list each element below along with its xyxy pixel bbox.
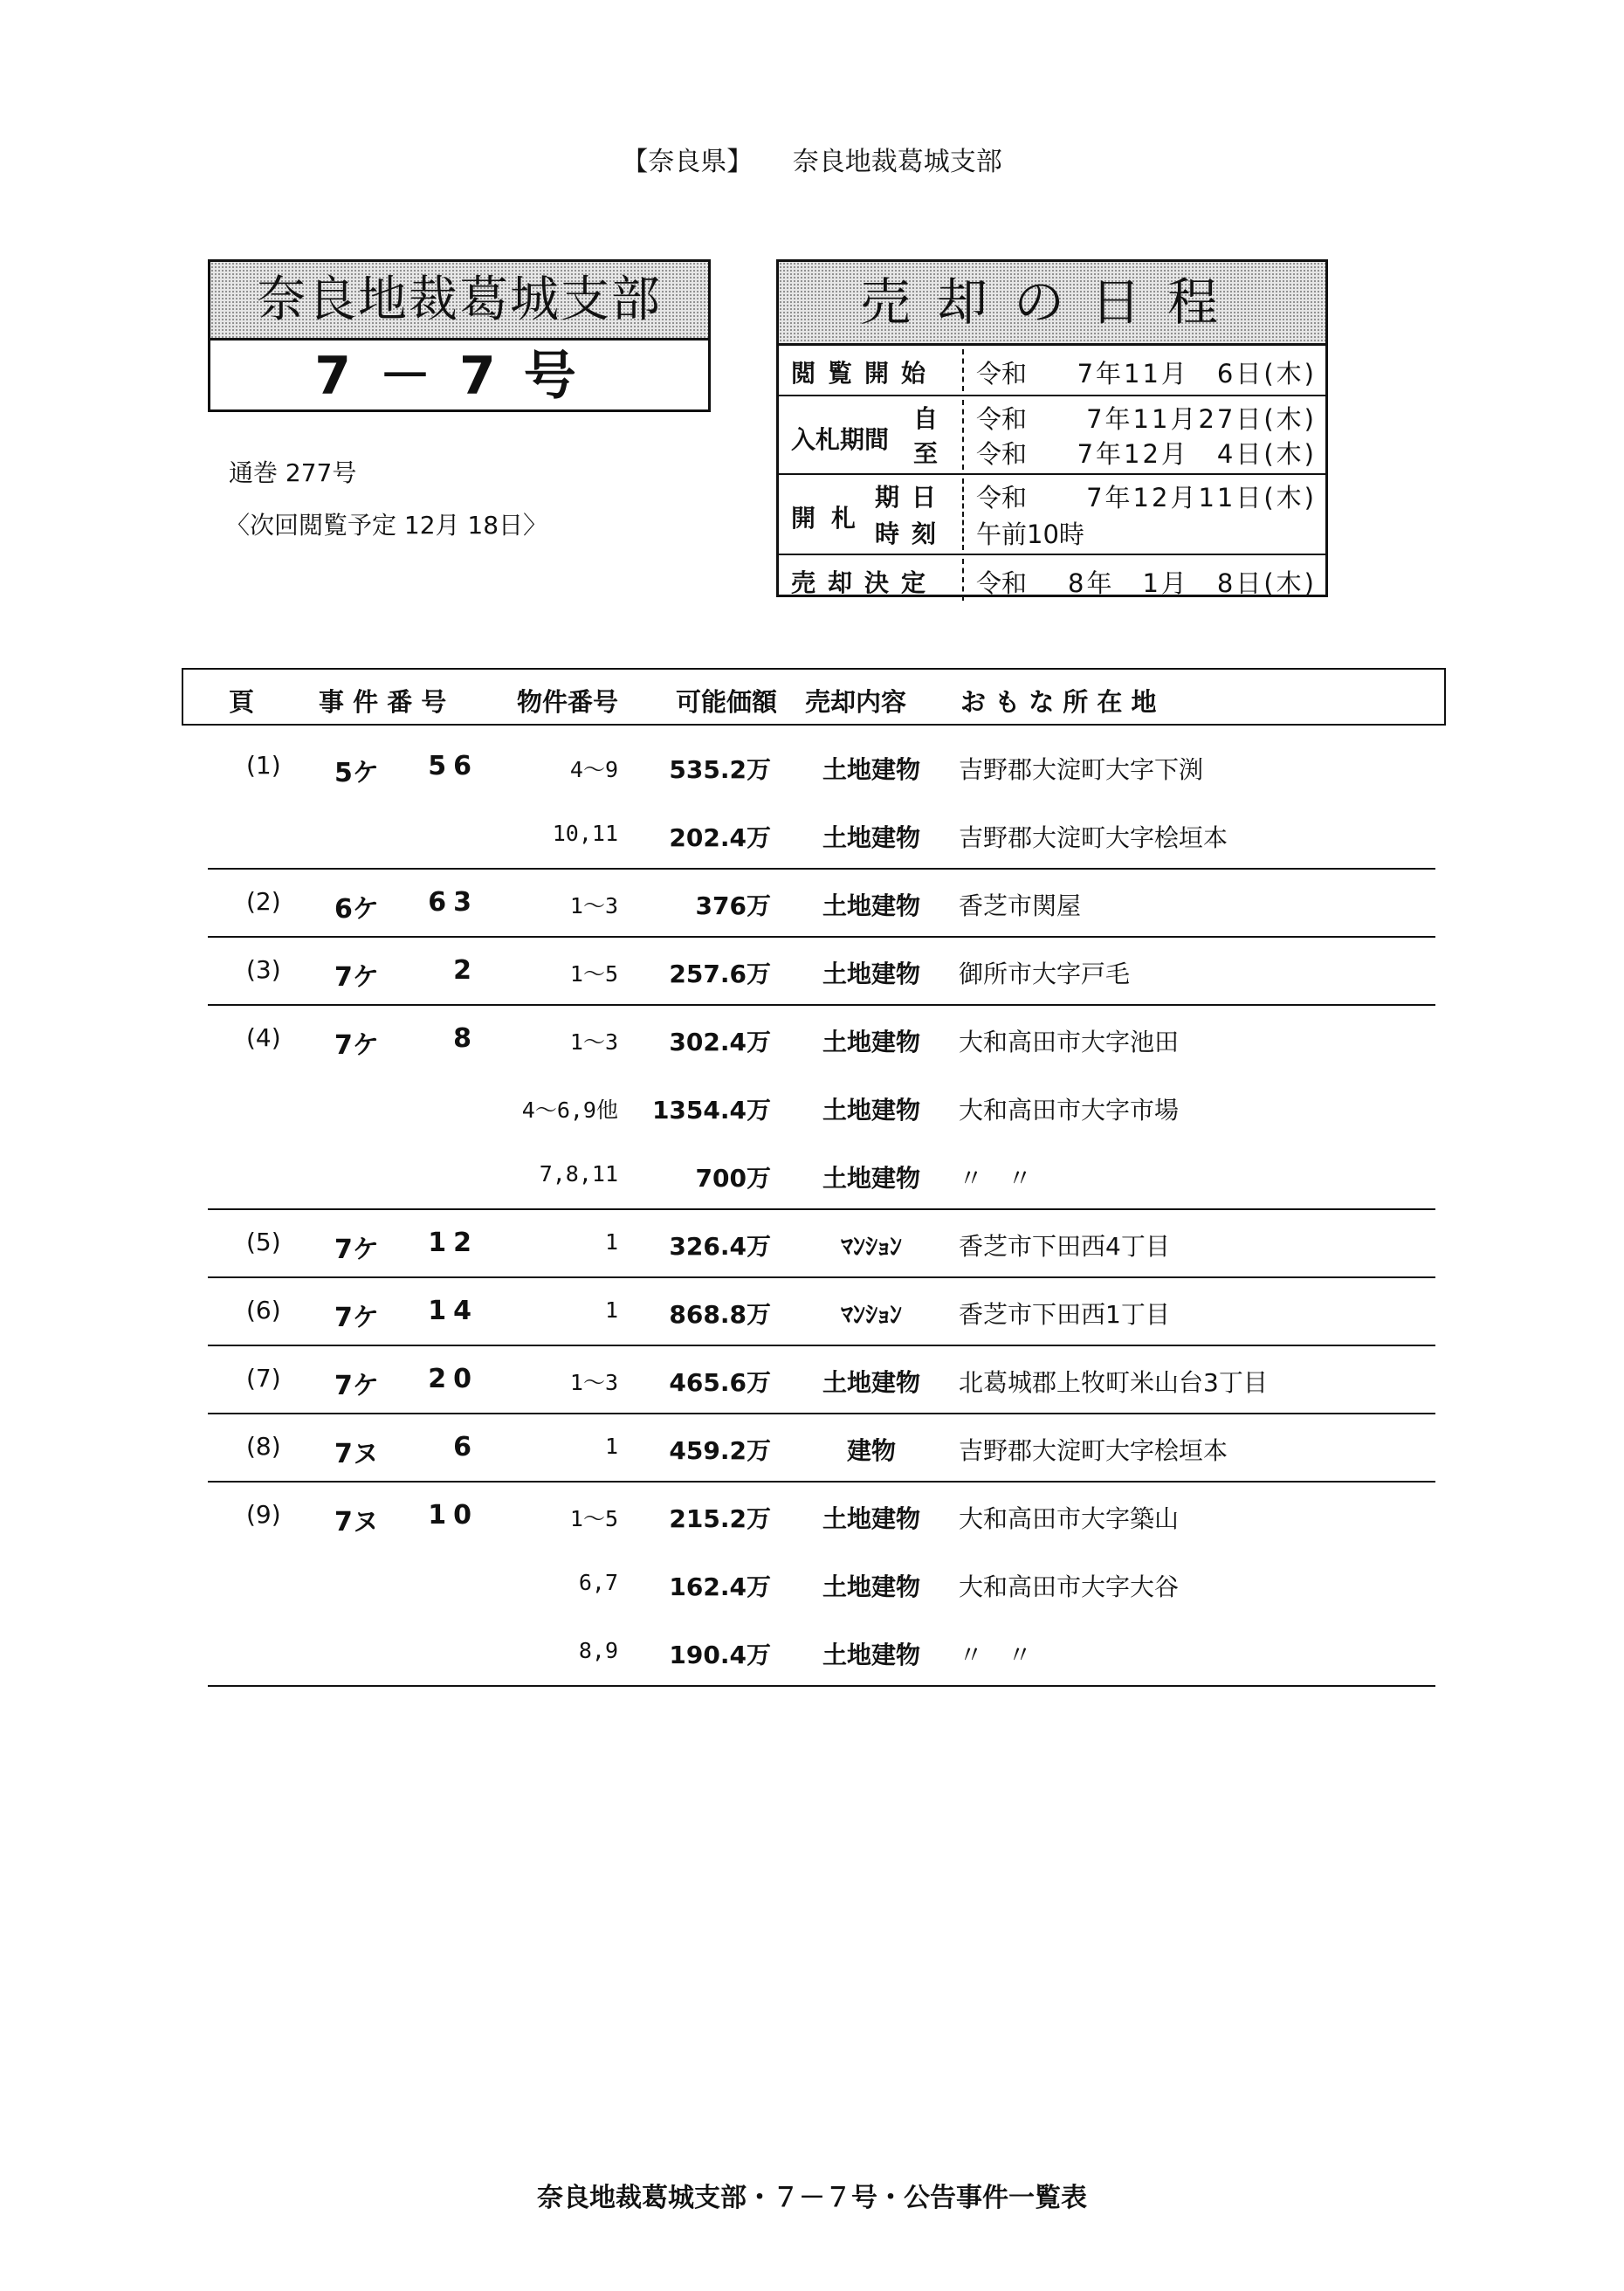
row-item-number: 1～5 [569, 1506, 618, 1531]
row-page: (3) [246, 955, 281, 984]
row-item-number: 1～3 [569, 893, 618, 918]
table-row [208, 1004, 1435, 1072]
row-price: 202.4万 [669, 823, 771, 852]
case-table-header [182, 668, 1446, 726]
row-location: 〃 〃 [959, 1641, 1033, 1669]
header-location: お も な 所 在 地 [960, 687, 1157, 717]
row-item-number: 1 [604, 1434, 618, 1459]
court-title-box [208, 259, 711, 412]
decision-value: 令和 8年 1月 8日(木) [976, 568, 1317, 598]
row-location: 大和高田市大字大谷 [959, 1572, 1180, 1601]
table-row [208, 1345, 1435, 1414]
bidding-from-value: 令和 7年11月27日(木) [976, 404, 1317, 434]
row-price: 190.4万 [669, 1641, 771, 1669]
row-item-number: 7,8,11 [539, 1161, 618, 1187]
header-price: 可能価額 [676, 687, 778, 717]
row-location: 香芝市下田西4丁目 [959, 1232, 1170, 1261]
header-page: 頁 [229, 687, 255, 717]
row-case-type: 7ヌ [334, 1439, 379, 1469]
opening-label: 開札 期日 時刻 [791, 483, 949, 548]
viewing-label: 閲覧開始 [791, 359, 939, 388]
row-location: 吉野郡大淀町大字下渕 [959, 755, 1204, 784]
table-row [208, 868, 1435, 938]
row-sale-type: 建物 [846, 1436, 896, 1465]
row-item-number: 4～9 [569, 757, 618, 782]
schedule-row-viewing [779, 346, 1325, 396]
row-case-number: 2 [453, 955, 478, 986]
row-sale-type: 土地建物 [822, 1028, 920, 1056]
page-header [0, 140, 1624, 178]
table-row [208, 1072, 1435, 1140]
row-price: 868.8万 [669, 1300, 771, 1329]
prefecture-label: 【奈良県】 [622, 147, 754, 177]
row-location: 香芝市下田西1丁目 [959, 1300, 1170, 1329]
volume-number: 通巻 277号 [229, 458, 357, 487]
table-row [208, 1208, 1435, 1278]
row-page: (5) [246, 1228, 281, 1256]
row-case-type: 7ケ [334, 962, 379, 993]
row-item-number: 8,9 [578, 1638, 618, 1663]
row-case-number: 10 [428, 1500, 478, 1531]
row-case-number: 6 [453, 1432, 478, 1462]
row-sale-type: 土地建物 [822, 1096, 920, 1125]
row-sale-type: 土地建物 [822, 1164, 920, 1193]
row-page: (8) [246, 1432, 281, 1461]
row-case-type: 7ケ [334, 1235, 379, 1265]
table-row [208, 1413, 1435, 1483]
row-case-number: 20 [428, 1364, 478, 1394]
row-price: 257.6万 [669, 960, 771, 988]
row-price: 302.4万 [669, 1028, 771, 1056]
row-item-number: 4～6,9他 [521, 1097, 618, 1123]
court-label: 奈良地裁葛城支部 [792, 147, 1002, 177]
row-price: 1354.4万 [651, 1096, 771, 1125]
schedule-title: 売却の日程 [779, 262, 1325, 346]
row-case-type: 7ケ [334, 1030, 379, 1061]
table-row [208, 732, 1435, 800]
schedule-row-bidding [779, 396, 1325, 475]
row-location: 北葛城郡上牧町米山台3丁目 [959, 1368, 1268, 1397]
table-row [208, 1549, 1435, 1617]
table-row [208, 936, 1435, 1006]
row-item-number: 6,7 [578, 1570, 618, 1595]
row-price: 535.2万 [669, 755, 771, 784]
row-location: 大和高田市大字市場 [959, 1096, 1180, 1125]
row-item-number: 10,11 [552, 821, 618, 846]
header-case-no: 事 件 番 号 [319, 687, 447, 717]
row-sale-type: 土地建物 [822, 823, 920, 852]
bidding-label: 入札期間 自 至 [791, 404, 939, 468]
row-case-number: 56 [428, 751, 478, 781]
table-row [208, 1481, 1435, 1549]
row-item-number: 1～5 [569, 961, 618, 987]
row-location: 吉野郡大淀町大字桧垣本 [959, 1436, 1228, 1465]
viewing-value: 令和 7年11月 6日(木) [976, 359, 1317, 389]
schedule-row-opening [779, 475, 1325, 555]
row-case-type: 7ケ [334, 1303, 379, 1333]
row-case-number: 63 [428, 887, 478, 918]
row-location: 大和高田市大字池田 [959, 1028, 1180, 1056]
row-sale-type: 土地建物 [822, 891, 920, 920]
row-location: 吉野郡大淀町大字桧垣本 [959, 823, 1228, 852]
issue-number: 7－7号 [314, 346, 604, 407]
row-sale-type: ﾏﾝｼｮﾝ [840, 1300, 902, 1329]
row-price: 162.4万 [669, 1572, 771, 1601]
header-type: 売却内容 [805, 687, 907, 717]
row-sale-type: 土地建物 [822, 1641, 920, 1669]
row-page: (9) [246, 1500, 281, 1529]
header-item-no: 物件番号 [517, 687, 619, 717]
schedule-row-decision [779, 555, 1325, 604]
row-case-number: 8 [453, 1023, 478, 1054]
row-price: 326.4万 [669, 1232, 771, 1261]
opening-date-value: 令和 7年12月11日(木) [976, 483, 1317, 513]
row-sale-type: 土地建物 [822, 960, 920, 988]
row-item-number: 1～3 [569, 1370, 618, 1395]
row-page: (4) [246, 1023, 281, 1052]
court-name: 奈良地裁葛城支部 [210, 262, 708, 341]
decision-label: 売却決定 [791, 568, 939, 597]
opening-time-value: 午前10時 [976, 519, 1084, 549]
next-review-date: 〈次回閲覧予定 12月 18日〉 [225, 511, 548, 540]
row-location: 〃 〃 [959, 1164, 1033, 1193]
table-row [208, 1140, 1435, 1210]
row-sale-type: 土地建物 [822, 755, 920, 784]
row-case-number: 12 [428, 1228, 478, 1258]
table-row [208, 1276, 1435, 1346]
bidding-to-value: 令和 7年12月 4日(木) [976, 439, 1317, 469]
row-case-type: 5ケ [334, 758, 379, 788]
row-price: 465.6万 [669, 1368, 771, 1397]
row-item-number: 1 [604, 1297, 618, 1323]
row-item-number: 1～3 [569, 1029, 618, 1055]
table-row [208, 1617, 1435, 1687]
row-sale-type: 土地建物 [822, 1572, 920, 1601]
row-sale-type: 土地建物 [822, 1368, 920, 1397]
row-page: (1) [246, 751, 281, 780]
row-case-type: 7ケ [334, 1371, 379, 1401]
row-price: 459.2万 [669, 1436, 771, 1465]
sale-schedule-box [776, 259, 1328, 597]
row-location: 香芝市関屋 [959, 891, 1082, 920]
row-page: (2) [246, 887, 281, 916]
row-price: 215.2万 [669, 1504, 771, 1533]
row-case-type: 7ヌ [334, 1507, 379, 1538]
row-page: (6) [246, 1296, 281, 1324]
page-footer: 奈良地裁葛城支部・７－７号・公告事件一覧表 [537, 2183, 1087, 2213]
table-row [208, 800, 1435, 870]
row-case-number: 14 [428, 1296, 478, 1326]
row-sale-type: 土地建物 [822, 1504, 920, 1533]
row-location: 御所市大字戸毛 [959, 960, 1131, 988]
row-sale-type: ﾏﾝｼｮﾝ [840, 1232, 902, 1261]
row-price: 700万 [695, 1164, 771, 1193]
row-item-number: 1 [604, 1229, 618, 1255]
row-price: 376万 [695, 891, 771, 920]
row-page: (7) [246, 1364, 281, 1393]
row-location: 大和高田市大字築山 [959, 1504, 1180, 1533]
row-case-type: 6ケ [334, 894, 379, 925]
